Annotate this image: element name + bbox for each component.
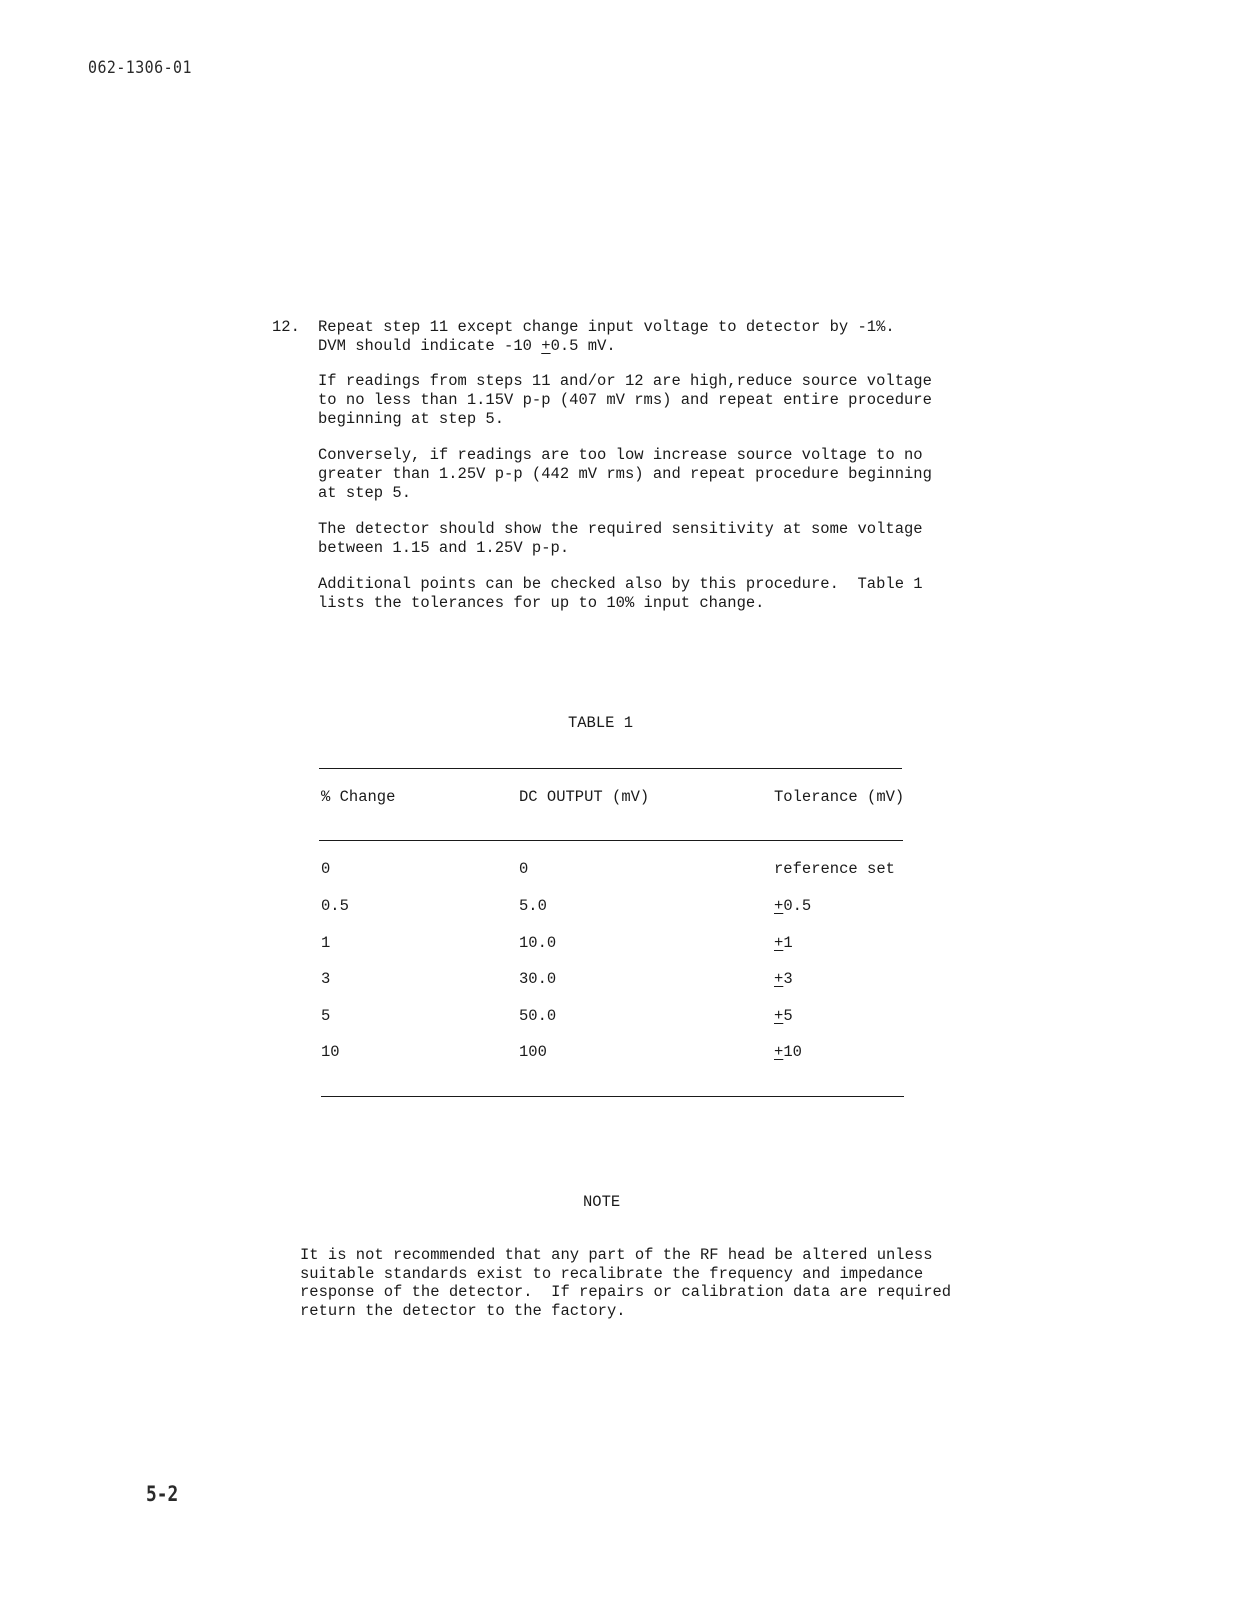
table-cell-change: 0 [321, 860, 331, 878]
tolerance-value: 1 [783, 934, 793, 952]
table-cell-output: 50.0 [519, 1007, 557, 1025]
table-header-dc-output: DC OUTPUT (mV) [519, 788, 650, 806]
table-cell-tolerance [774, 897, 811, 915]
note-title: NOTE [583, 1193, 621, 1211]
step-paragraph: Conversely, if readings are too low increase source voltage to no greater than 1.25V p-p (442 mV rms) and repeat procedure beginning at step 5. [318, 446, 932, 502]
table-top-rule [319, 768, 902, 769]
table-cell-change: 10 [321, 1043, 340, 1061]
step-body [318, 318, 952, 613]
document-number: 062-1306-01 [88, 58, 192, 78]
table-title [0, 714, 1237, 732]
table-header-tolerance: Tolerance (mV) [774, 788, 905, 806]
plus-minus-symbol: + [774, 897, 784, 915]
step-instruction-line2-prefix: DVM should indicate -10 [318, 337, 542, 355]
table-cell-output: 10.0 [519, 934, 557, 952]
table-header-rule [319, 840, 903, 841]
step-paragraph: Additional points can be checked also by this procedure. Table 1 lists the tolerances for up to 10% input change. [318, 575, 923, 612]
tolerance-value: 3 [783, 970, 793, 988]
table-header-change: % Change [321, 788, 396, 806]
note-body: It is not recommended that any part of the RF head be altered unless suitable standards exist to recalibrate the frequency and impedance response of the detector. If repairs or calibration data are required return the detector to the factory. [300, 1246, 952, 1320]
table-bottom-rule [321, 1096, 904, 1097]
tolerance-value: reference set [774, 860, 895, 878]
table-cell-output: 100 [519, 1043, 547, 1061]
tolerance-value: 5 [783, 1007, 793, 1025]
plus-minus-symbol: + [774, 1007, 784, 1025]
table-cell-tolerance [774, 1007, 793, 1025]
plus-minus-symbol: + [541, 337, 551, 355]
step-paragraph: The detector should show the required sensitivity at some voltage between 1.15 and 1.25V p-p. [318, 520, 923, 557]
table-cell-change: 1 [321, 934, 331, 952]
tolerance-value: 10 [783, 1043, 802, 1061]
table-title-text: TABLE 1 [567, 714, 634, 732]
step-instruction [318, 318, 952, 356]
page-number: 5-2 [146, 1482, 179, 1506]
table-cell-output: 5.0 [519, 897, 547, 915]
step-instruction-line1: Repeat step 11 except change input voltage to detector by -1%. [318, 318, 895, 336]
table-cell-tolerance [774, 1043, 802, 1061]
step-paragraph: If readings from steps 11 and/or 12 are high,reduce source voltage to no less than 1.15V p-p (407 mV rms) and repeat entire procedure beginning at step 5. [318, 372, 932, 428]
plus-minus-symbol: + [774, 934, 784, 952]
plus-minus-symbol: + [774, 1043, 784, 1061]
table-cell-tolerance [774, 970, 793, 988]
table-cell-output: 30.0 [519, 970, 557, 988]
table-cell-tolerance [774, 934, 793, 952]
table-cell-change: 0.5 [321, 897, 349, 915]
table-cell-output: 0 [519, 860, 529, 878]
table-cell-tolerance [774, 860, 895, 878]
plus-minus-symbol: + [774, 970, 784, 988]
table-cell-change: 3 [321, 970, 331, 988]
table-cell-change: 5 [321, 1007, 331, 1025]
step-number: 12. [272, 318, 300, 336]
procedure-step [272, 318, 952, 630]
step-instruction-line2-suffix: 0.5 mV. [550, 337, 616, 355]
tolerance-value: 0.5 [783, 897, 812, 915]
